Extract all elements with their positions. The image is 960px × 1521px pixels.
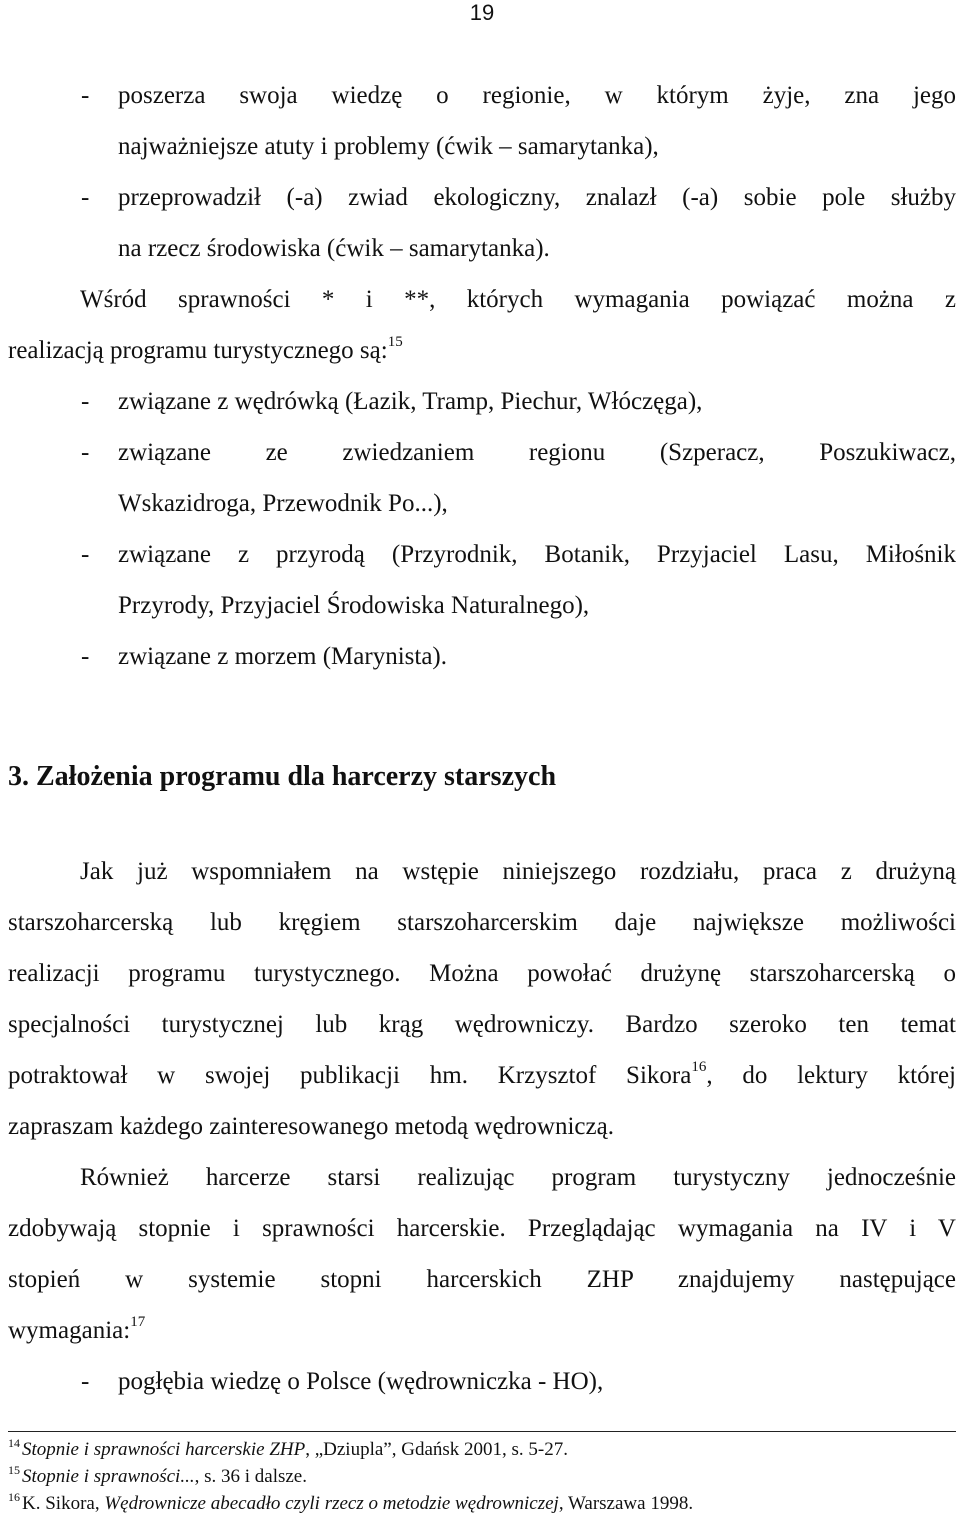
paragraph-text: , do lektury której xyxy=(706,1062,956,1089)
list-dash: - xyxy=(81,82,90,109)
paragraph-line: Wśród sprawności * i **, których wymagania powiązać można z xyxy=(80,286,956,313)
paragraph-line: zdobywają stopnie i sprawności harcerskie. Przeglądając wymagania na IV i V xyxy=(8,1215,956,1242)
list-item xyxy=(8,631,956,682)
list-item-text: związane z wędrówką (Łazik, Tramp, Piechur, Włóczęga), xyxy=(118,388,703,415)
list-item-continuation: na rzecz środowiska (ćwik – samarytanka). xyxy=(118,235,550,262)
list-item-text: pogłębia wiedzę o Polsce (wędrowniczka - HO), xyxy=(118,1368,604,1395)
paragraph-line xyxy=(8,1050,956,1101)
paragraph-line: stopień w systemie stopni harcerskich ZHP znajdujemy następujące xyxy=(8,1266,956,1293)
list-item xyxy=(8,1356,956,1407)
list-item-text: poszerza swoja wiedzę o regionie, w którym żyje, zna jego xyxy=(118,82,956,109)
list-item xyxy=(8,529,956,580)
paragraph-line: zapraszam każdego zainteresowanego metodą wędrowniczą. xyxy=(8,1113,614,1140)
footnote-text: , „Dziupla”, Gdańsk 2001, s. 5-27. xyxy=(305,1439,568,1460)
footnote-ref[interactable]: 16 xyxy=(691,1059,707,1075)
list-item-continuation: najważniejsze atuty i problemy (ćwik – samarytanka), xyxy=(118,133,659,160)
footnote-text: , s. 36 i dalsze. xyxy=(194,1466,307,1487)
section-heading: 3. Założenia programu dla harcerzy starszych xyxy=(8,761,557,792)
paragraph-line: realizacji programu turystycznego. Można powołać drużynę starszoharcerską o xyxy=(8,960,956,987)
page-number: 19 xyxy=(469,0,495,25)
paragraph-line: specjalności turystycznej lub krąg wędrowniczy. Bardzo szeroko ten temat xyxy=(8,1011,956,1038)
paragraph-text: potraktował w swojej publikacji hm. Krzysztof Sikora xyxy=(8,1062,692,1089)
list-item xyxy=(8,70,956,121)
list-item xyxy=(8,172,956,223)
paragraph-line xyxy=(8,325,956,376)
list-dash: - xyxy=(81,439,90,466)
footnote-text: K. Sikora, xyxy=(22,1493,105,1514)
footnote-14 xyxy=(8,1436,956,1463)
list-item-text: związane ze zwiedzaniem regionu (Szperacz, Poszukiwacz, xyxy=(118,439,956,466)
paragraph-line: Jak już wspomniałem na wstępie niniejszego rozdziału, praca z drużyną xyxy=(80,858,956,885)
footnote-ref[interactable]: 15 xyxy=(387,334,403,350)
paragraph-line xyxy=(8,1305,956,1356)
footnote-number: 15 xyxy=(8,1463,20,1477)
footnote-number: 14 xyxy=(8,1436,20,1450)
paragraph-text: realizacją programu turystycznego są: xyxy=(8,337,388,364)
footnote-text: , Warszawa 1998. xyxy=(558,1493,694,1514)
footnote-title: Stopnie i sprawności harcerskie ZHP xyxy=(22,1439,306,1460)
list-dash: - xyxy=(81,1368,90,1395)
list-dash: - xyxy=(81,643,90,670)
list-item-text: związane z morzem (Marynista). xyxy=(118,643,448,670)
footnote-15 xyxy=(8,1463,956,1490)
paragraph-line: Również harcerze starsi realizując program turystyczny jednocześnie xyxy=(80,1164,956,1191)
paragraph-line: starszoharcerską lub kręgiem starszoharcerskim daje największe możliwości xyxy=(8,909,956,936)
list-item-continuation: Przyrody, Przyjaciel Środowiska Naturalnego), xyxy=(118,592,590,619)
footnote-separator xyxy=(8,1431,956,1432)
footnote-ref[interactable]: 17 xyxy=(130,1314,146,1330)
body-text-top xyxy=(8,70,956,682)
list-item-continuation: Wskazidroga, Przewodnik Po...), xyxy=(118,490,448,517)
footnote-title: Wędrownicze abecadło czyli rzecz o metodzie wędrowniczej xyxy=(104,1493,559,1514)
footnote-number: 16 xyxy=(8,1490,20,1504)
list-dash: - xyxy=(81,184,90,211)
paragraph-text: wymagania: xyxy=(8,1317,131,1344)
footnote-title: Stopnie i sprawności... xyxy=(22,1466,195,1487)
body-text-bottom xyxy=(8,846,956,1407)
list-item-text: przeprowadził (-a) zwiad ekologiczny, znalazł (-a) sobie pole służby xyxy=(118,184,956,211)
footnote-16 xyxy=(8,1490,956,1517)
list-item-text: związane z przyrodą (Przyrodnik, Botanik, Przyjaciel Lasu, Miłośnik xyxy=(118,541,956,568)
list-dash: - xyxy=(81,388,90,415)
list-dash: - xyxy=(81,541,90,568)
footnotes xyxy=(8,1436,956,1517)
list-item xyxy=(8,427,956,478)
list-item xyxy=(8,376,956,427)
